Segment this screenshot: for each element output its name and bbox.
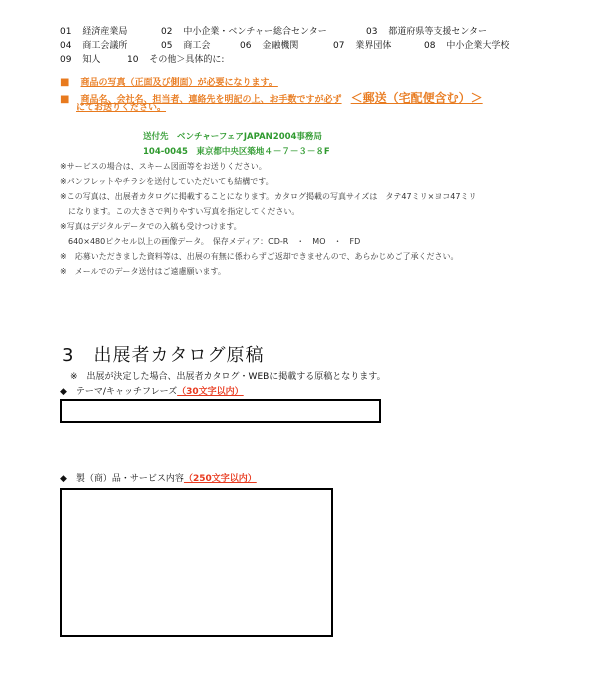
category-item (127, 54, 224, 66)
product-input-box[interactable] (60, 488, 333, 637)
note-line: 640×480ピクセル以上の画像データ。 保存メディア：CD-R ・ MO ・ FD (60, 237, 361, 246)
category-num: 03 (366, 27, 378, 37)
category-row-1 (161, 26, 327, 38)
category-num: 04 (60, 41, 72, 51)
category-label: 金融機関 (262, 41, 299, 51)
note-line: ※サービスの場合は、スキーム図面等をお送りください。 (60, 162, 267, 171)
category-label: 業界団体 (355, 41, 392, 51)
field-product-limit: （250文字以内） (183, 474, 257, 484)
notice-mail-tail: にてお送りください。 (76, 103, 167, 113)
category-num: 08 (424, 41, 436, 51)
category-item (424, 40, 509, 52)
square-bullet-icon: ■ (60, 77, 70, 88)
category-item (60, 40, 127, 52)
category-num: 01 (60, 27, 72, 37)
notice-mail-text: 商品名、会社名、担当者、連絡先を明記の上、お手数ですが必ず (80, 95, 342, 105)
notice-photo-text: 商品の写真（正面及び側面）が必要になります。 (80, 78, 278, 88)
category-label: 中小企業・ベンチャー総合センター (183, 27, 327, 37)
category-label: その他＞具体的に: (149, 55, 225, 65)
send-to: 送付先 ベンチャーフェアJAPAN2004事務局 (143, 132, 322, 142)
category-row-1 (60, 26, 127, 38)
category-label: 商工会議所 (82, 41, 128, 51)
note-line: ※ 応募いただきました資料等は、出展の有無に係わらずご返却できませんので、あらかじめご了承ください。 (60, 252, 459, 261)
field-product-label-text: ◆ 製（商）品・サービス内容 (60, 474, 184, 484)
field-theme-label (60, 386, 244, 398)
category-item (60, 54, 100, 66)
category-label: 都道府県等支援センター (388, 27, 487, 37)
category-label: 経済産業局 (82, 27, 128, 37)
category-num: 05 (161, 41, 173, 51)
field-product-label (60, 473, 257, 485)
note-line: ※この写真は、出展者カタログに掲載することになります。カタログ掲載の写真サイズは タテ47ミリ×ヨコ47ミリ (60, 192, 477, 201)
category-num: 10 (127, 55, 139, 65)
category-label: 中小企業大学校 (446, 41, 510, 51)
category-row-1 (366, 26, 487, 38)
address: 104-0045 東京都中央区築地４－７－３－８F (143, 147, 330, 157)
category-item (240, 40, 298, 52)
note-line: ※写真はデジタルデータでの入稿も受けつけます。 (60, 222, 242, 231)
field-theme-label-text: ◆ テーマ/キャッチフレーズ (60, 387, 178, 397)
category-num: 07 (333, 41, 345, 51)
note-line: ※ メールでのデータ送付はご遠慮願います。 (60, 267, 226, 276)
note-line: になります。この大きさで判りやすい写真を指定してください。 (60, 207, 300, 216)
category-label: 商工会 (183, 41, 211, 51)
category-num: 02 (161, 27, 173, 37)
category-item (333, 40, 391, 52)
field-theme-limit: （30文字以内） (177, 387, 244, 397)
section-note: ※ 出展が決定した場合、出展者カタログ・WEBに掲載する原稿となります。 (70, 372, 386, 382)
theme-input-box[interactable] (60, 399, 381, 423)
section-title: 3 出展者カタログ原稿 (62, 345, 265, 366)
category-num: 06 (240, 41, 252, 51)
category-num: 09 (60, 55, 72, 65)
square-bullet-icon: ■ (60, 94, 70, 105)
notice-mail-method: ＜郵送（宅配便含む）＞ (350, 91, 483, 105)
category-item (161, 40, 210, 52)
note-line: ※パンフレットやチラシを送付していただいても結構です。 (60, 177, 274, 186)
category-label: 知人 (82, 55, 101, 65)
